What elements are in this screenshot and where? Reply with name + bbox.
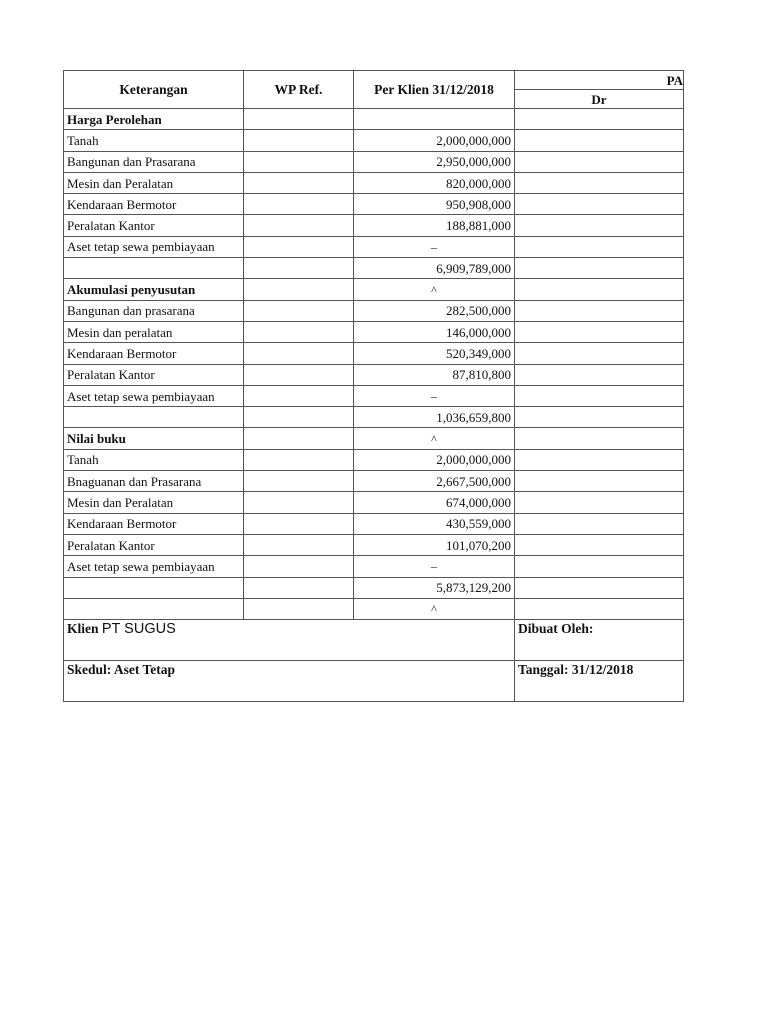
row-wp-ref <box>244 364 354 385</box>
row-pa-dr <box>515 407 684 428</box>
header-keterangan: Keterangan <box>64 71 244 109</box>
header-per-klien: Per Klien 31/12/2018 <box>354 71 515 109</box>
row-value: 2,667,500,000 <box>354 471 515 492</box>
table-row <box>64 449 684 470</box>
row-label: Aset tetap sewa pembiayaan <box>64 385 244 406</box>
table-row <box>64 364 684 385</box>
row-label: Bangunan dan prasarana <box>64 300 244 321</box>
table-row <box>64 151 684 172</box>
row-value: – <box>354 556 515 577</box>
row-wp-ref <box>244 215 354 236</box>
table-row <box>64 492 684 513</box>
row-pa-dr <box>515 364 684 385</box>
row-label: Kendaraan Bermotor <box>64 343 244 364</box>
row-value: ^ <box>354 428 515 449</box>
row-label: Kendaraan Bermotor <box>64 194 244 215</box>
row-label: Nilai buku <box>64 428 244 449</box>
row-wp-ref <box>244 300 354 321</box>
table-row <box>64 513 684 534</box>
row-wp-ref <box>244 598 354 619</box>
table-row <box>64 279 684 300</box>
header-row <box>64 71 684 90</box>
row-pa-dr <box>515 385 684 406</box>
row-label: Peralatan Kantor <box>64 364 244 385</box>
row-value: 674,000,000 <box>354 492 515 513</box>
row-value: 2,000,000,000 <box>354 130 515 151</box>
row-value: 101,070,200 <box>354 534 515 555</box>
row-pa-dr <box>515 513 684 534</box>
row-value: ^ <box>354 598 515 619</box>
row-pa-dr <box>515 300 684 321</box>
row-pa-dr <box>515 577 684 598</box>
client-cell <box>64 620 515 661</box>
row-label: Aset tetap sewa pembiayaan <box>64 236 244 257</box>
table-row <box>64 215 684 236</box>
row-wp-ref <box>244 534 354 555</box>
row-pa-dr <box>515 492 684 513</box>
row-label: Harga Perolehan <box>64 109 244 130</box>
row-pa-dr <box>515 534 684 555</box>
row-value <box>354 109 515 130</box>
row-wp-ref <box>244 556 354 577</box>
row-pa-dr <box>515 151 684 172</box>
row-value: 5,873,129,200 <box>354 577 515 598</box>
row-label: Mesin dan Peralatan <box>64 172 244 193</box>
row-label: Bnaguanan dan Prasarana <box>64 471 244 492</box>
table-row <box>64 343 684 364</box>
row-label <box>64 598 244 619</box>
row-wp-ref <box>244 492 354 513</box>
row-value: 282,500,000 <box>354 300 515 321</box>
row-value: 87,810,800 <box>354 364 515 385</box>
footer <box>64 620 684 702</box>
row-pa-dr <box>515 449 684 470</box>
row-wp-ref <box>244 279 354 300</box>
row-pa-dr <box>515 109 684 130</box>
row-pa-dr <box>515 428 684 449</box>
table-row <box>64 556 684 577</box>
row-pa-dr <box>515 172 684 193</box>
row-value: 146,000,000 <box>354 321 515 342</box>
row-wp-ref <box>244 449 354 470</box>
row-pa-dr <box>515 598 684 619</box>
schedule-date: Tanggal: 31/12/2018 <box>515 661 684 702</box>
row-wp-ref <box>244 577 354 598</box>
table-row <box>64 577 684 598</box>
footer-row-client <box>64 620 684 661</box>
row-wp-ref <box>244 109 354 130</box>
row-label <box>64 577 244 598</box>
table-row <box>64 598 684 619</box>
header-pa: PA <box>515 71 684 90</box>
row-label: Tanah <box>64 449 244 470</box>
row-wp-ref <box>244 385 354 406</box>
row-value: – <box>354 385 515 406</box>
table-row <box>64 321 684 342</box>
row-value: – <box>354 236 515 257</box>
row-value: 2,000,000,000 <box>354 449 515 470</box>
row-label: Tanah <box>64 130 244 151</box>
row-value: 820,000,000 <box>354 172 515 193</box>
row-value: 950,908,000 <box>354 194 515 215</box>
table-row <box>64 534 684 555</box>
row-value: 2,950,000,000 <box>354 151 515 172</box>
row-label: Mesin dan Peralatan <box>64 492 244 513</box>
prepared-by: Dibuat Oleh: <box>515 620 684 661</box>
data-rows <box>64 109 684 620</box>
row-label: Akumulasi penyusutan <box>64 279 244 300</box>
table-row <box>64 194 684 215</box>
row-wp-ref <box>244 471 354 492</box>
row-wp-ref <box>244 151 354 172</box>
header-wp-ref: WP Ref. <box>244 71 354 109</box>
row-pa-dr <box>515 215 684 236</box>
row-value: 6,909,789,000 <box>354 258 515 279</box>
row-wp-ref <box>244 407 354 428</box>
table-row <box>64 300 684 321</box>
row-wp-ref <box>244 321 354 342</box>
client-label: Klien <box>67 621 99 637</box>
row-value: 188,881,000 <box>354 215 515 236</box>
row-pa-dr <box>515 279 684 300</box>
row-wp-ref <box>244 194 354 215</box>
row-label: Peralatan Kantor <box>64 215 244 236</box>
row-pa-dr <box>515 258 684 279</box>
row-label: Mesin dan peralatan <box>64 321 244 342</box>
row-pa-dr <box>515 321 684 342</box>
row-label: Peralatan Kantor <box>64 534 244 555</box>
table-row <box>64 385 684 406</box>
table-row <box>64 407 684 428</box>
client-name: PT SUGUS <box>101 621 176 638</box>
row-label: Aset tetap sewa pembiayaan <box>64 556 244 577</box>
row-wp-ref <box>244 236 354 257</box>
table-row <box>64 428 684 449</box>
table-row <box>64 236 684 257</box>
row-label <box>64 407 244 428</box>
table-row <box>64 172 684 193</box>
row-wp-ref <box>244 130 354 151</box>
row-value: ^ <box>354 279 515 300</box>
row-pa-dr <box>515 471 684 492</box>
working-paper-table <box>63 70 684 702</box>
header-dr: Dr <box>515 90 684 109</box>
row-label: Bangunan dan Prasarana <box>64 151 244 172</box>
footer-row-schedule <box>64 661 684 702</box>
table-row <box>64 109 684 130</box>
table-row <box>64 130 684 151</box>
row-value: 1,036,659,800 <box>354 407 515 428</box>
row-wp-ref <box>244 428 354 449</box>
row-value: 520,349,000 <box>354 343 515 364</box>
row-label <box>64 258 244 279</box>
row-wp-ref <box>244 513 354 534</box>
row-pa-dr <box>515 194 684 215</box>
row-pa-dr <box>515 130 684 151</box>
schedule-title: Skedul: Aset Tetap <box>64 661 515 702</box>
row-wp-ref <box>244 258 354 279</box>
table-row <box>64 258 684 279</box>
row-pa-dr <box>515 343 684 364</box>
row-label: Kendaraan Bermotor <box>64 513 244 534</box>
row-wp-ref <box>244 172 354 193</box>
row-pa-dr <box>515 556 684 577</box>
row-value: 430,559,000 <box>354 513 515 534</box>
row-wp-ref <box>244 343 354 364</box>
table-row <box>64 471 684 492</box>
row-pa-dr <box>515 236 684 257</box>
